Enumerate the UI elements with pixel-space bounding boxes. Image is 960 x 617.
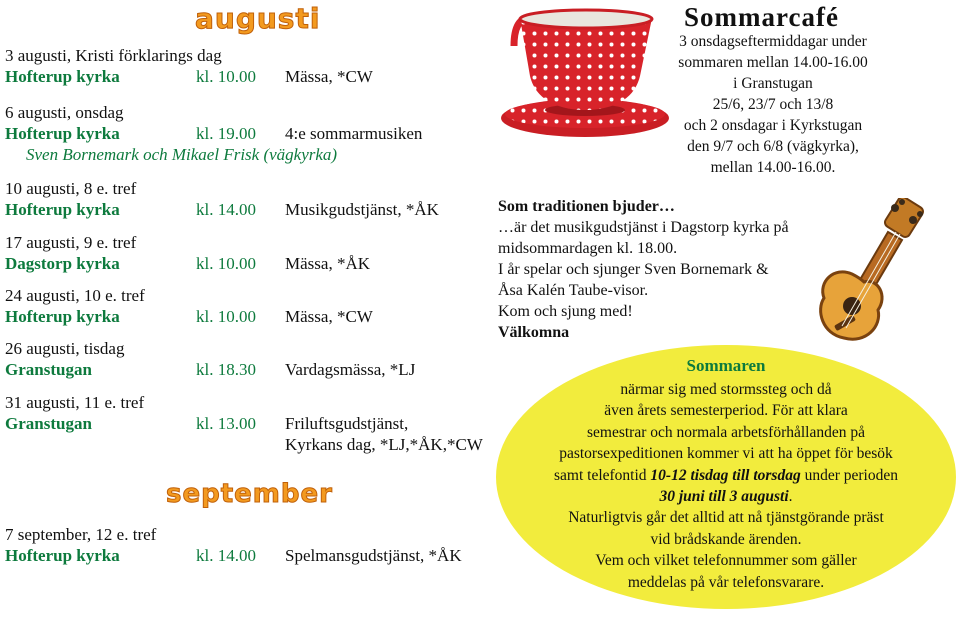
event-time: kl. 14.00 xyxy=(196,546,256,565)
cafe-title: Sommarcafé xyxy=(684,2,839,32)
summer-line xyxy=(496,486,956,507)
event-desc: Friluftsgudstjänst, xyxy=(285,414,409,433)
summer-text: . xyxy=(788,488,793,506)
event-place: Hofterup kyrka xyxy=(5,307,120,326)
cafe-info xyxy=(648,31,898,178)
event-desc: 4:e sommarmusiken xyxy=(285,124,423,143)
event-date: 10 augusti, 8 e. tref xyxy=(5,179,137,198)
summer-line: Naturligtvis går det alltid att nå tjänstgörande präst xyxy=(568,509,884,527)
cafe-line: och 2 onsdagar i Kyrkstugan xyxy=(683,117,863,134)
event-place: Hofterup kyrka xyxy=(5,67,120,86)
summer-notice xyxy=(496,379,956,593)
summer-line: semestrar och normala arbetsförhållanden på xyxy=(586,423,866,441)
event-desc: Musikgudstjänst, *ÅK xyxy=(285,200,439,219)
summer-line: närmar sig med stormssteg och då xyxy=(620,381,832,398)
event-time: kl. 14.00 xyxy=(196,200,256,219)
september-heading: september xyxy=(166,479,333,509)
event-time: kl. 13.00 xyxy=(196,414,256,433)
tradition-line: I år spelar och sjunger Sven Bornemark & xyxy=(498,261,769,278)
summer-line xyxy=(496,465,956,486)
cafe-line: mellan 14.00-16.00. xyxy=(710,159,836,176)
event-place: Granstugan xyxy=(5,414,92,433)
event-date: 7 september, 12 e. tref xyxy=(5,525,157,544)
event-place: Granstugan xyxy=(5,360,92,379)
event-place: Hofterup kyrka xyxy=(5,546,120,565)
cafe-line: sommaren mellan 14.00-16.00 xyxy=(678,54,868,71)
cafe-line: den 9/7 och 6/8 (vägkyrka), xyxy=(687,138,859,155)
event-date: 6 augusti, onsdag xyxy=(5,103,124,122)
event-date: 31 augusti, 11 e. tref xyxy=(5,393,145,412)
event-place: Hofterup kyrka xyxy=(5,124,120,143)
tradition-block xyxy=(498,196,838,343)
summer-line: Vem och vilket telefonnummer som gäller xyxy=(595,552,857,570)
event-time: kl. 19.00 xyxy=(196,124,256,143)
summer-title: Sommaren xyxy=(686,356,766,375)
summer-period: 30 juni till 3 augusti xyxy=(659,488,789,506)
ukulele-icon xyxy=(812,198,930,348)
summer-text: samt telefontid xyxy=(554,466,651,484)
event-place: Dagstorp kyrka xyxy=(5,254,120,273)
cafe-line: 25/6, 23/7 och 13/8 xyxy=(712,96,834,113)
summer-line: vid brådskande ärenden. xyxy=(650,530,802,548)
tradition-line: …är det musikgudstjänst i Dagstorp kyrka på xyxy=(498,219,789,236)
event-date: 3 augusti, Kristi förklarings dag xyxy=(5,46,222,65)
tradition-line: Åsa Kalén Taube-visor. xyxy=(498,282,649,299)
summer-line: även årets semesterperiod. För att klara xyxy=(604,402,848,420)
event-time: kl. 10.00 xyxy=(196,67,256,86)
summer-line: meddelas på vår telefonsvarare. xyxy=(627,573,825,591)
event-desc: Mässa, *ÅK xyxy=(285,254,370,273)
event-time: kl. 18.30 xyxy=(196,360,256,379)
event-time: kl. 10.00 xyxy=(196,254,256,273)
tradition-line: Kom och sjung med! xyxy=(498,303,633,320)
event-desc: Mässa, *CW xyxy=(285,67,373,86)
event-subtitle: Sven Bornemark och Mikael Frisk (vägkyrka) xyxy=(26,145,338,164)
event-desc: Vardagsmässa, *LJ xyxy=(285,360,416,379)
event-desc: Mässa, *CW xyxy=(285,307,373,326)
event-place: Hofterup kyrka xyxy=(5,200,120,219)
tradition-closing: Välkomna xyxy=(498,324,570,341)
event-desc-line2: Kyrkans dag, *LJ,*ÅK,*CW xyxy=(285,435,483,454)
event-date: 24 augusti, 10 e. tref xyxy=(5,286,145,305)
summer-text: under perioden xyxy=(800,466,898,484)
tradition-title: Som traditionen bjuder… xyxy=(498,198,675,215)
tradition-line: midsommardagen kl. 18.00. xyxy=(498,240,678,257)
cafe-line: i Granstugan xyxy=(733,75,813,92)
summer-line: pastorsexpeditionen kommer vi att ha öppet för besök xyxy=(559,445,893,463)
august-heading: augusti xyxy=(195,2,321,35)
event-date: 26 augusti, tisdag xyxy=(5,339,125,358)
event-time: kl. 10.00 xyxy=(196,307,256,326)
cafe-line: 3 onsdagseftermiddagar under xyxy=(679,33,867,50)
event-date: 17 augusti, 9 e. tref xyxy=(5,233,137,252)
event-desc: Spelmansgudstjänst, *ÅK xyxy=(285,546,462,565)
summer-hours: 10-12 tisdag till torsdag xyxy=(650,466,801,484)
